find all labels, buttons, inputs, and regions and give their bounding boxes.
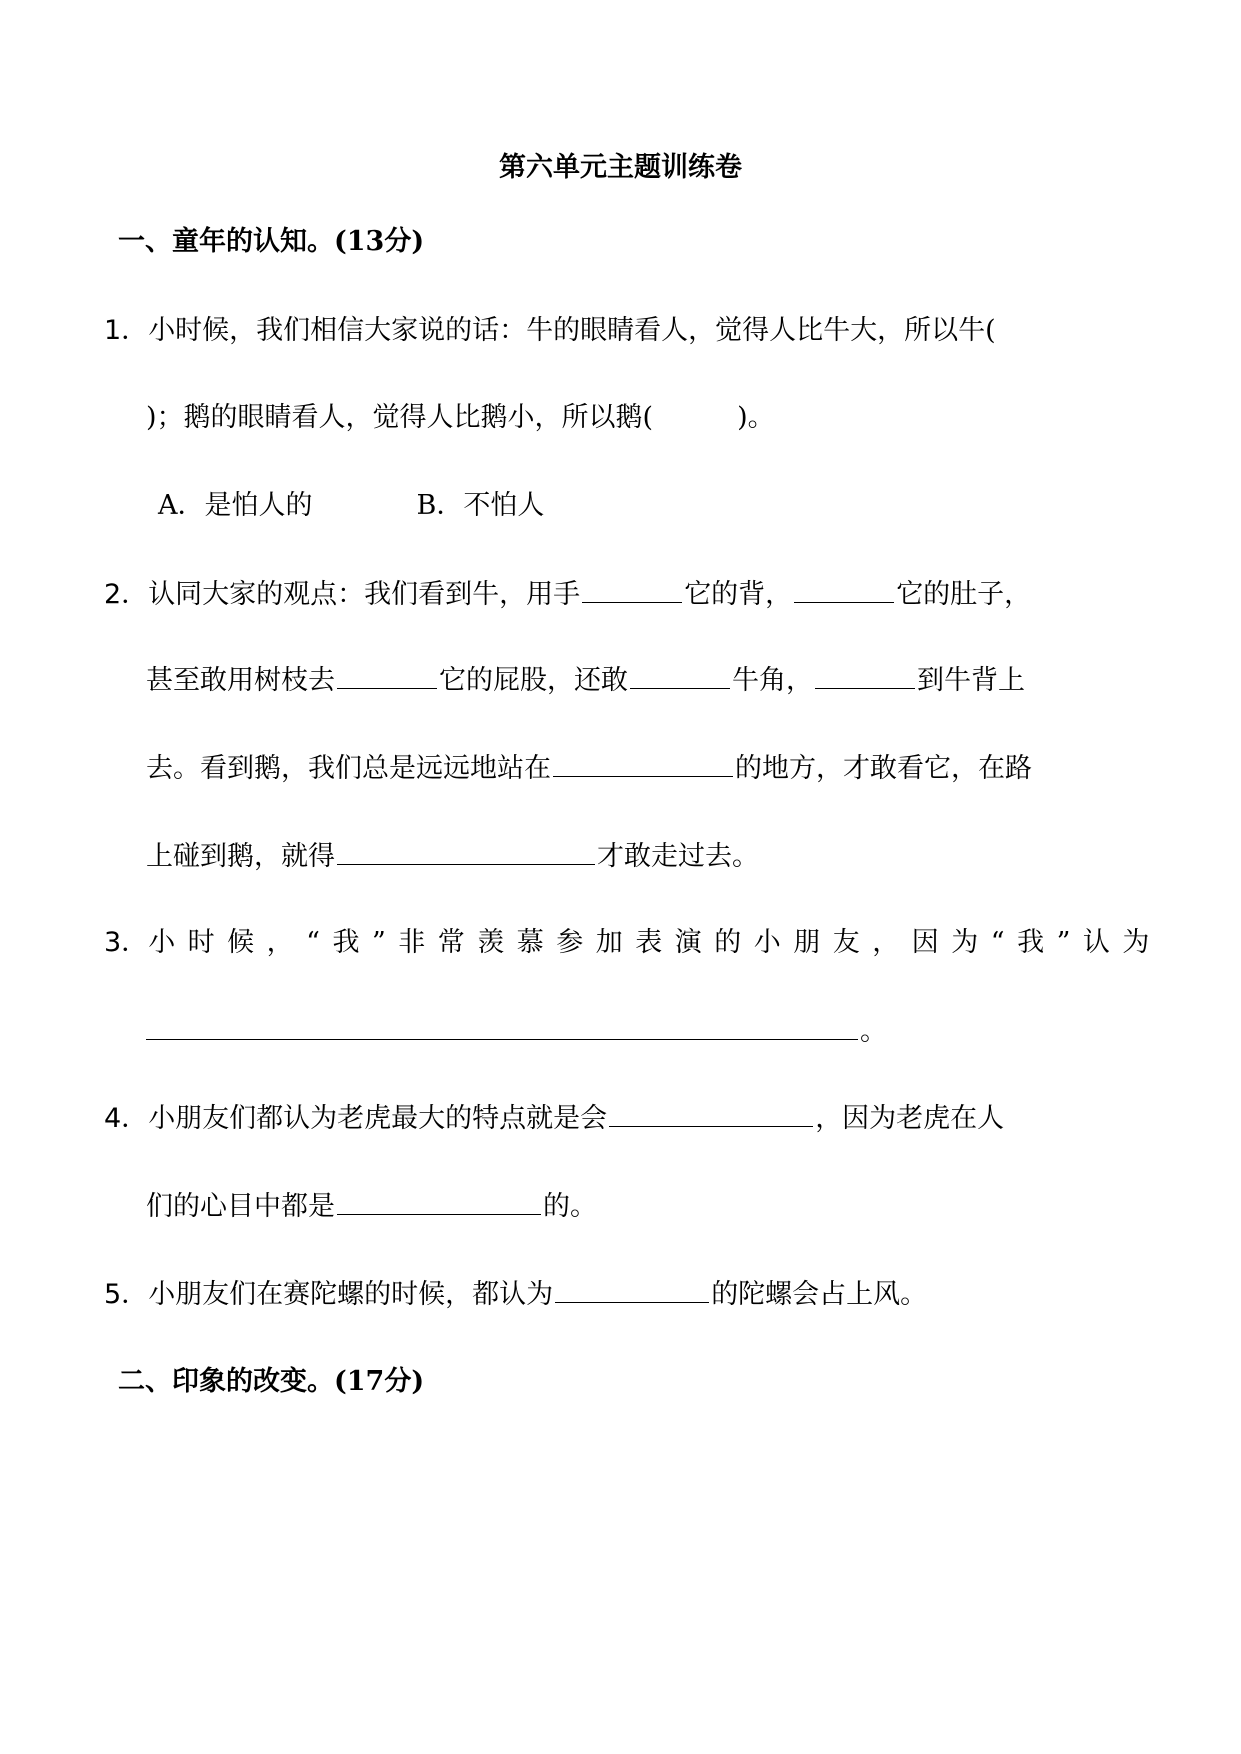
q2-blank-7[interactable] [337,838,595,865]
q4-text: 的。 [543,1191,597,1222]
q1-number: 1． [104,315,149,346]
q1-line-2 [146,400,775,436]
q4-text: ，因为老虎在人 [815,1103,1005,1134]
q1-option-b[interactable]: B．不怕人 [416,490,545,521]
q2-text: 它的屁股，还敢 [439,665,628,696]
q2-line-1 [104,576,1031,613]
q3-line-2 [146,1013,887,1050]
q2-blank-3[interactable] [337,662,437,689]
q2-text: 到牛背上 [917,665,1025,696]
q2-blank-4[interactable] [630,662,730,689]
section-1-heading: 一、童年的认知。(13分) [118,226,425,257]
q2-blank-6[interactable] [553,750,733,777]
q3-line-1 [104,925,1162,961]
q5-line [104,1276,927,1313]
q1-text-2-start: )；鹅的眼睛看人，觉得人比鹅小，所以鹅( [146,402,654,433]
q2-blank-2[interactable] [794,576,894,603]
q5-number: 5． [104,1279,149,1310]
q3-text: 小时候，“我”非常羡慕参加表演的小朋友，因为“我”认为 [148,927,1162,958]
q2-line-4 [146,838,759,875]
q4-text: 们的心目中都是 [146,1191,335,1222]
q2-text: 才敢走过去。 [597,841,759,872]
q2-blank-1[interactable] [582,576,682,603]
q2-text: 甚至敢用树枝去 [146,665,335,696]
q4-line-2 [146,1188,597,1225]
q2-text: 的地方，才敢看它，在路 [735,753,1032,784]
q5-blank[interactable] [555,1276,709,1303]
section-2-heading: 二、印象的改变。(17分) [118,1366,425,1397]
q4-text: 小朋友们都认为老虎最大的特点就是会 [148,1103,608,1134]
q2-text: 认同大家的观点：我们看到牛，用手 [148,579,581,610]
q4-line-1 [104,1100,1004,1137]
q5-text: 小朋友们在赛陀螺的时候，都认为 [148,1279,554,1310]
q3-blank[interactable] [146,1013,858,1040]
q1-text-1: 小时候，我们相信大家说的话：牛的眼睛看人，觉得人比牛大，所以牛( [148,315,996,346]
q2-text: 去。看到鹅，我们总是远远地站在 [146,753,551,784]
q1-line-1 [104,313,996,349]
q3-number: 3． [104,927,149,958]
page-title: 第六单元主题训练卷 [499,152,742,183]
q1-option-a[interactable]: A．是怕人的 [158,490,313,521]
q3-end: 。 [860,1016,887,1047]
q2-number: 2． [104,579,149,610]
q1-text-2-end: )。 [737,402,775,433]
q4-blank-2[interactable] [337,1188,541,1215]
q2-blank-5[interactable] [815,662,915,689]
q2-line-3 [146,750,1032,787]
q4-blank-1[interactable] [609,1100,813,1127]
q5-text: 的陀螺会占上风。 [711,1279,928,1310]
q1-options [158,488,544,524]
q2-text: 它的肚子， [896,579,1032,610]
q2-text: 它的背， [684,579,793,610]
q2-text: 牛角， [732,665,813,696]
q2-text: 上碰到鹅，就得 [146,841,335,872]
q2-line-2 [146,662,1025,699]
q4-number: 4． [104,1103,149,1134]
